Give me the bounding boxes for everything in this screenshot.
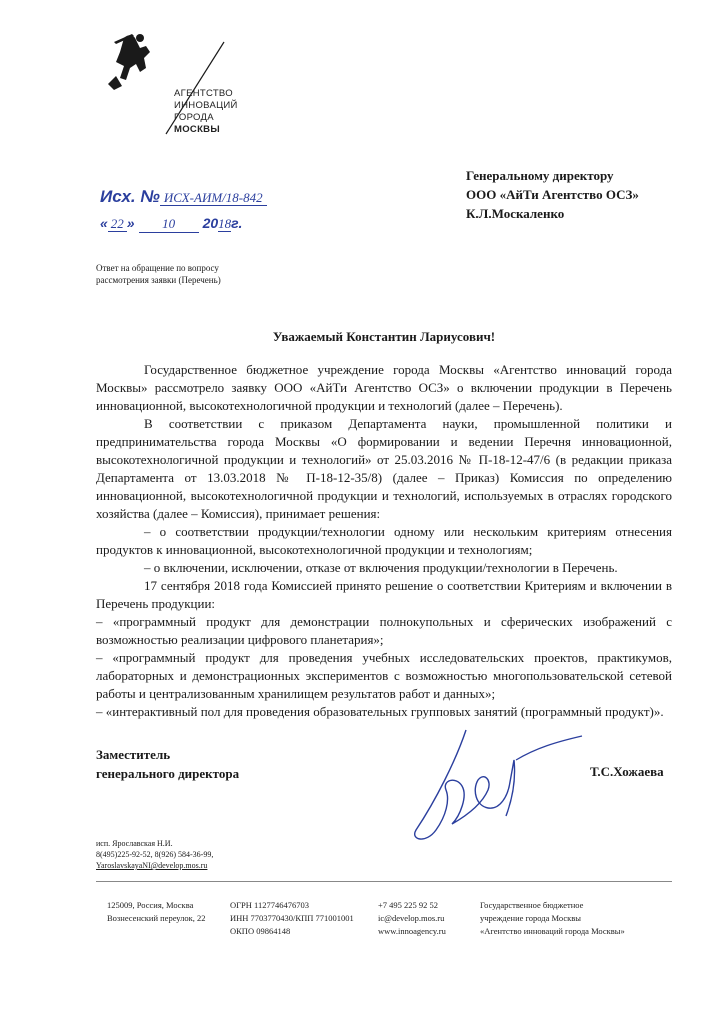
executor-contacts [96, 838, 296, 871]
executor-name: исп. Ярославская Н.И. [96, 839, 173, 848]
footer-email: ic@develop.mos.ru [378, 913, 445, 923]
signer-name: Т.С.Хожаева [590, 764, 664, 779]
executor-email: YaroslavskayaNI@develop.mos.ru [96, 861, 208, 870]
footer-website: www.innoagency.ru [378, 926, 446, 936]
addressee-position: Генеральному директору [466, 168, 614, 183]
signer-title-line-2: генерального директора [96, 766, 240, 781]
signer-title [96, 745, 316, 783]
footer-address-line-1: 125009, Россия, Москва [107, 900, 194, 910]
handwritten-signature [396, 720, 586, 850]
logo-line-1: АГЕНТСТВО [174, 88, 233, 99]
logo-line-3: ГОРОДА [174, 112, 214, 123]
salutation: Уважаемый Константин Лариусович! [272, 329, 496, 344]
logo-line-4: МОСКВЫ [174, 124, 220, 135]
date-open-quote: « [100, 215, 108, 231]
addressee-block [466, 166, 686, 223]
letter-body [96, 361, 672, 721]
date-year-g: г. [231, 215, 243, 231]
body-paragraph-3: 17 сентября 2018 года Комиссией принято решение о соответствии Критериям и включении в Перечень продукции: [96, 578, 672, 611]
reply-note-line-2: рассмотрения заявки (Перечень) [96, 275, 221, 285]
footer-registration [230, 899, 354, 938]
outgoing-number-stamp [100, 187, 360, 237]
footer-address-line-2: Вознесенский переулок, 22 [107, 913, 206, 923]
footer-org-line-1: Государственное бюджетное [480, 900, 584, 910]
body-paragraph-1: Государственное бюджетное учреждение города Москвы «Агентство инноваций города Москвы» рассмотрело заявку ООО «АйТи Агентство ОСЗ» о включении продукции в Перечень инновационной, высокотехнологичной продукции и технологий (далее – Перечень). [96, 362, 672, 413]
date-year-suffix: 18 [218, 216, 232, 231]
date-month: 10 [139, 216, 199, 233]
footer-address [107, 899, 206, 925]
addressee-name: К.Л.Москаленко [466, 206, 565, 221]
body-dash-item-1: – о соответствии продукции/технологии одному или нескольким критериям отнесения продуктов к инновационной, высокотехнологичной продукции и технологиям; [96, 524, 672, 557]
executor-phones: 8(495)225-92-52, 8(926) 584-36-99, [96, 850, 214, 859]
product-item-3: – «интерактивный пол для проведения образовательных групповых занятий (программный продукт)». [96, 704, 664, 719]
footer-org-line-2: учреждение города Москвы [480, 913, 581, 923]
body-paragraph-2: В соответствии с приказом Департамента науки, промышленной политики и предпринимательства города Москвы «О формировании и ведении Перечня инновационной, высокотехнологичной продукции и технологий» от 25.03.2016 № П-18-12-47/6 (в редакции приказа Департамента от 13.03.2018 № П-18-12-35/8) (далее – Приказ) Комиссия по определению инновационной, высокотехнологичной продукции и технологий, используемых в отраслях городского хозяйства (далее – Комиссия), принимает решения: [96, 416, 672, 521]
date-year-prefix: 20 [202, 215, 219, 231]
agency-logo [106, 28, 326, 148]
outgoing-number-label: Исх. № [100, 187, 160, 206]
footer-organization [480, 899, 625, 938]
outgoing-number-value: ИСХ-АИМ/18-842 [160, 190, 267, 206]
body-dash-item-2: – о включении, исключении, отказе от включения продукции/технологии в Перечень. [144, 560, 618, 575]
reply-note-line-1: Ответ на обращение по вопросу [96, 263, 219, 273]
signer-title-line-1: Заместитель [96, 747, 171, 762]
logo-line-2: ИННОВАЦИЙ [174, 100, 238, 111]
date-close-quote: » [126, 215, 135, 231]
reply-subject-note [96, 262, 296, 286]
footer-divider [96, 881, 672, 882]
product-item-1: – «программный продукт для демонстрации полнокупольных и сферических изображений с возможностью реализации цифрового планетария»; [96, 614, 672, 647]
footer-ogrn: ОГРН 1127746476703 [230, 900, 309, 910]
product-item-2: – «программный продукт для проведения учебных исследовательских проектов, практикумов, лабораторных и демонстрационных экспериментов с возможностью многопользовательской сетевой работы и централизованным хранилищем результатов работ и данных»; [96, 650, 672, 701]
footer-phone: +7 495 225 92 52 [378, 900, 439, 910]
addressee-company: ООО «АйТи Агентство ОСЗ» [466, 187, 639, 202]
footer-org-line-3: «Агентство инноваций города Москвы» [480, 926, 625, 936]
date-day: 22 [108, 216, 127, 232]
footer-inn: ИНН 7703770430/КПП 771001001 [230, 913, 354, 923]
footer-contacts [378, 899, 446, 938]
footer-okpo: ОКПО 09864148 [230, 926, 291, 936]
